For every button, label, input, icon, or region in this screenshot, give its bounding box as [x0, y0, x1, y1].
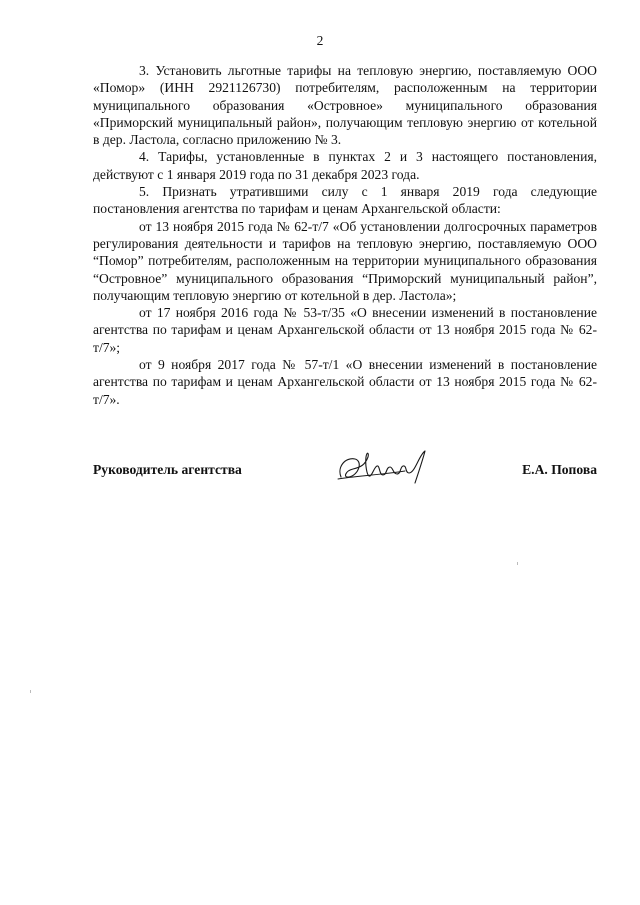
page-number: 2 — [316, 33, 324, 48]
paragraph-item-3: 3. Установить льготные тарифы на тепловую энергию, поставляемую ООО «Помор» (ИНН 2921126730) потребителям, расположенным на территории муниципального образования «Островное» муниципального образования «Приморский муниципальный район», получающим тепловую энергию от котельной в дер. Ластола, согласно приложению № 3. — [93, 63, 597, 148]
repealed-resolution-3: от 9 ноября 2017 года № 57-т/1 «О внесении изменений в постановление агентства по тарифам и ценам Архангельской области от 13 ноября 2015 года № 62-т/7». — [93, 357, 597, 407]
repealed-resolution-1: от 13 ноября 2015 года № 62-т/7 «Об установлении долгосрочных параметров регулирования деятельности и тарифов на тепловую энергию, поставляемую ООО “Помор” потребителям, расположенным на территории муниципального образования “Островное” муниципального образования “Приморский муниципальный район”, получающим тепловую энергию от котельной в дер. Ластола»; — [93, 218, 597, 303]
handwritten-signature — [335, 445, 431, 489]
paragraph-item-4: 4. Тарифы, установленные в пунктах 2 и 3 настоящего постановления, действуют с 1 января 2019 года по 31 декабря 2023 года. — [93, 149, 597, 182]
scan-artifact — [30, 690, 31, 693]
repealed-resolution-2: от 17 ноября 2016 года № 53-т/35 «О внесении изменений в постановление агентства по тарифам и ценам Архангельской области от 13 ноября 2015 года № 62-т/7»; — [93, 305, 597, 355]
signatory-title: Руководитель агентства — [93, 462, 242, 477]
signatory-name: Е.А. Попова — [522, 462, 597, 477]
document-body — [93, 62, 597, 408]
paragraph-item-5: 5. Признать утратившими силу с 1 января 2019 года следующие постановления агентства по тарифам и ценам Архангельской области: — [93, 184, 597, 217]
scan-artifact — [517, 562, 518, 565]
